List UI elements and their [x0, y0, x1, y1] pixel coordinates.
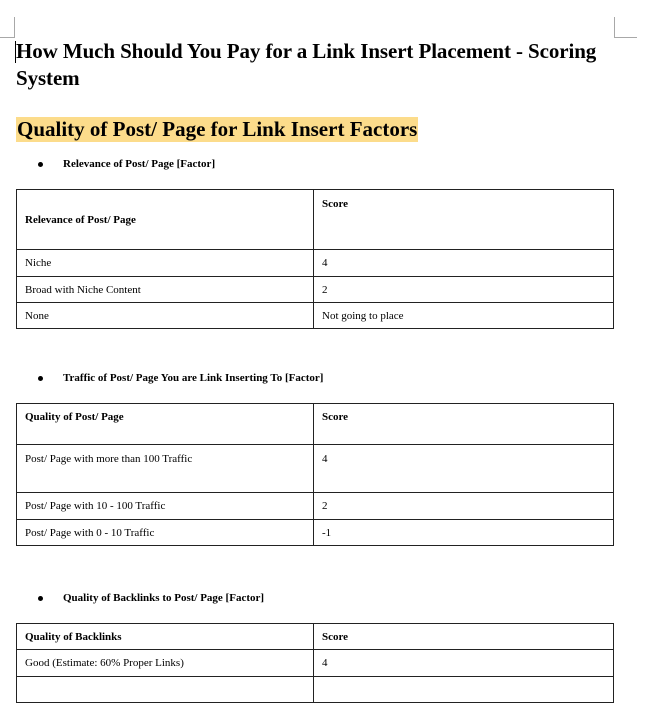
table-header-cell[interactable]: Score — [314, 624, 614, 650]
bullet-label: Traffic of Post/ Page You are Link Inserting To [Factor] — [63, 372, 324, 384]
bullet-label: Relevance of Post/ Page [Factor] — [63, 158, 216, 170]
table-cell[interactable]: 4 — [314, 250, 614, 277]
table-header-cell[interactable]: Quality of Post/ Page — [17, 404, 314, 445]
page-margin-corner-left — [0, 17, 15, 38]
table-row — [17, 493, 614, 520]
table-row — [17, 445, 614, 493]
factor-bullet-traffic[interactable] — [38, 372, 323, 384]
table-cell[interactable]: Broad with Niche Content — [17, 277, 314, 303]
table-cell[interactable]: 4 — [314, 650, 614, 677]
factor-bullet-relevance[interactable] — [38, 158, 215, 170]
table-cell[interactable]: None — [17, 303, 314, 329]
backlinks-table — [16, 623, 614, 703]
table-header-cell[interactable]: Score — [314, 404, 614, 445]
table-row — [17, 303, 614, 329]
table-header-row — [17, 190, 614, 250]
table-row — [17, 250, 614, 277]
bullet-label: Quality of Backlinks to Post/ Page [Factor] — [63, 592, 265, 604]
page-margin-corner-right — [614, 17, 637, 38]
table-cell[interactable] — [314, 677, 614, 703]
table-header-cell[interactable]: Score — [314, 190, 614, 250]
table-cell[interactable]: Post/ Page with 0 - 10 Traffic — [17, 520, 314, 546]
document-title[interactable]: How Much Should You Pay for a Link Insert Placement - Scoring System — [16, 39, 597, 90]
table-header-cell[interactable]: Quality of Backlinks — [17, 624, 314, 650]
table-cell[interactable]: 2 — [314, 277, 614, 303]
table-row — [17, 277, 614, 303]
table-cell[interactable]: 2 — [314, 493, 614, 520]
traffic-table — [16, 403, 614, 546]
factor-bullet-backlinks[interactable] — [38, 592, 264, 604]
table-row — [17, 650, 614, 677]
table-header-cell[interactable]: Relevance of Post/ Page — [17, 190, 314, 250]
table-cell[interactable]: 4 — [314, 445, 614, 493]
section-heading[interactable]: Quality of Post/ Page for Link Insert Factors — [17, 117, 418, 141]
table-cell[interactable]: Post/ Page with 10 - 100 Traffic — [17, 493, 314, 520]
bullet-icon — [38, 162, 43, 167]
relevance-table — [16, 189, 614, 329]
bullet-icon — [38, 376, 43, 381]
table-header-row — [17, 624, 614, 650]
bullet-icon — [38, 596, 43, 601]
table-row — [17, 677, 614, 703]
table-cell[interactable]: Not going to place — [314, 303, 614, 329]
table-cell[interactable] — [17, 677, 314, 703]
table-row — [17, 520, 614, 546]
table-cell[interactable]: Post/ Page with more than 100 Traffic — [17, 445, 314, 493]
table-cell[interactable]: Good (Estimate: 60% Proper Links) — [17, 650, 314, 677]
table-cell[interactable]: Niche — [17, 250, 314, 277]
table-cell[interactable]: -1 — [314, 520, 614, 546]
table-header-row — [17, 404, 614, 445]
